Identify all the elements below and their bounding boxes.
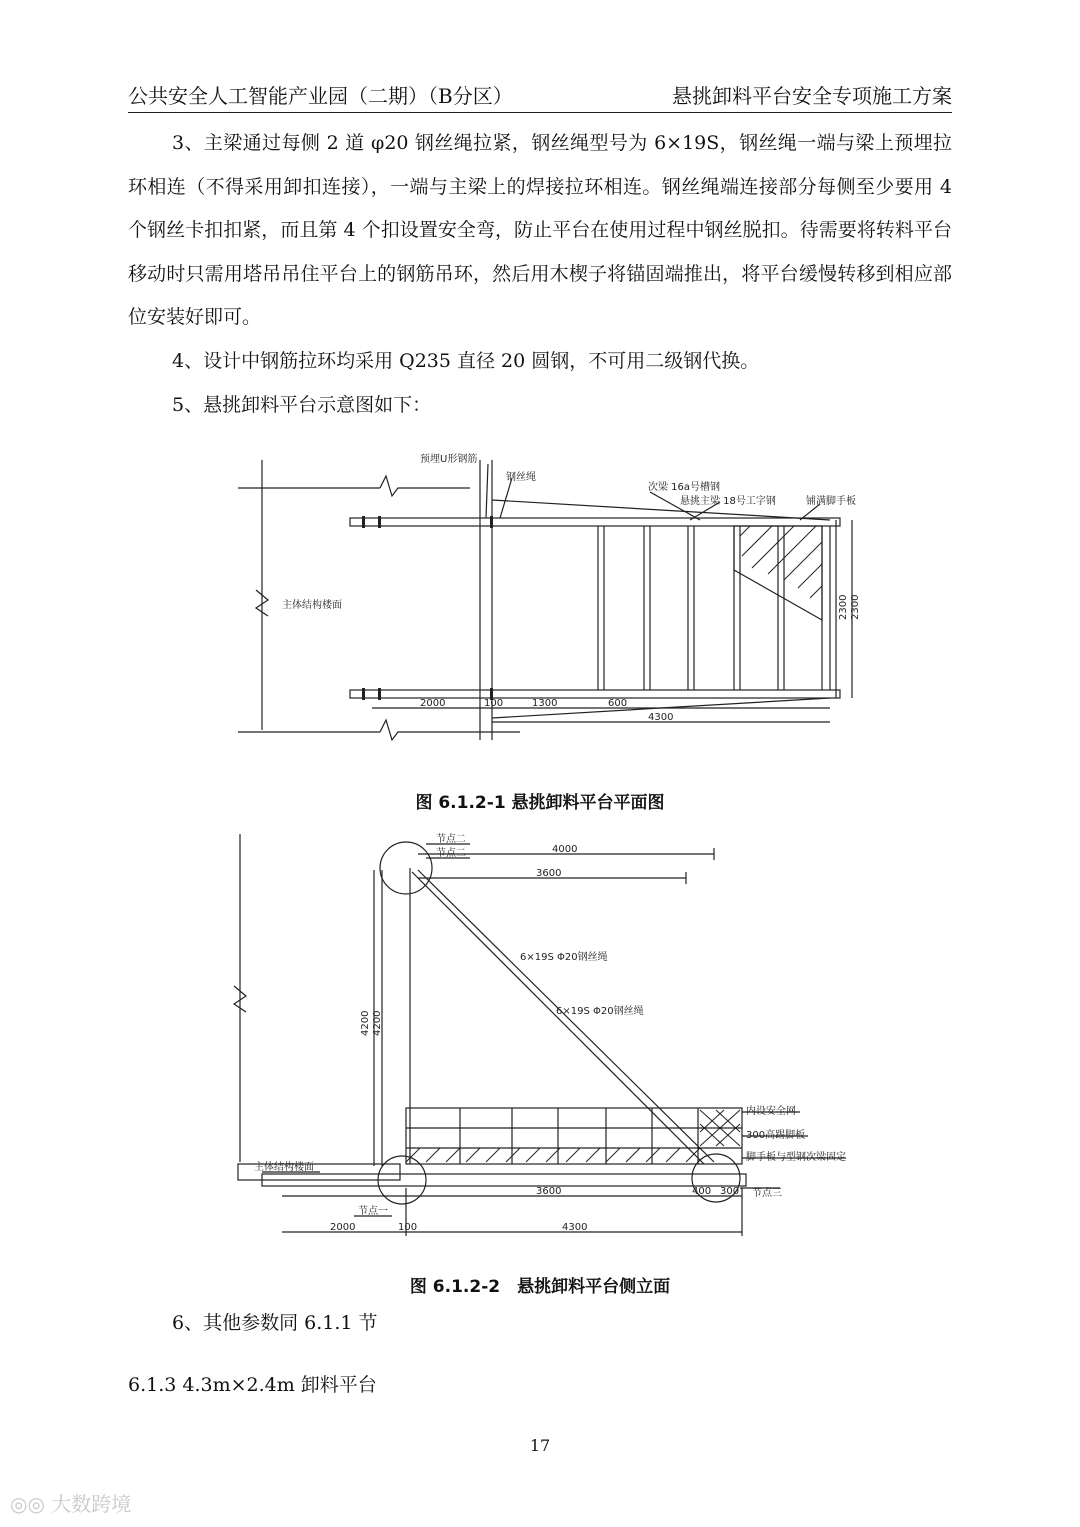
dim-4200-b: 4200 — [372, 1010, 383, 1036]
label-scaffold: 铺满脚手板 — [806, 496, 856, 507]
header-right: 悬挑卸料平台安全专项施工方案 — [672, 84, 952, 108]
figure-side-elevation — [0, 826, 1080, 1266]
dim-400: 400 — [692, 1186, 712, 1197]
figure2-caption: 图 6.1.2-2 悬挑卸料平台侧立面 — [409, 1277, 671, 1297]
label-node2-b: 节点二 — [436, 848, 466, 859]
dim-4300: 4300 — [648, 712, 674, 723]
paragraph-6-block — [128, 1302, 952, 1346]
label-rope-2: 6×19S Φ20钢丝绳 — [556, 1006, 644, 1017]
label-rope: 钢丝绳 — [506, 472, 536, 483]
paragraph-6: 6、其他参数同 6.1.1 节 — [172, 1312, 378, 1334]
dim-2300-a: 2300 — [838, 594, 849, 620]
label-node1: 节点一 — [358, 1206, 388, 1217]
dim-3600-top: 3600 — [536, 868, 562, 879]
header-rule — [128, 112, 952, 113]
paragraph-3: 3、主梁通过每侧 2 道 φ20 钢丝绳拉紧，钢丝绳型号为 6×19S，钢丝绳一端与梁上预埋拉环相连（不得采用卸扣连接），一端与主梁上的焊接拉环相连。钢丝绳端连接部分每侧至少要用 4 个钢丝卡扣扣紧，而且第 4 个扣设置安全弯，防止平台在使用过程中钢丝脱扣。待需要将转料平台移动时只需用塔吊吊住平台上的钢筋吊环，然后用木楔子将锚固端推出，将平台缓慢转移到相应部位安装好即可。 — [128, 132, 952, 329]
label-toe-board: 300高踢脚板 — [746, 1130, 806, 1141]
watermark — [10, 1488, 131, 1517]
dim-2000: 2000 — [330, 1222, 356, 1233]
page-number: 17 — [529, 1436, 551, 1455]
dim-4000: 4000 — [552, 844, 578, 855]
label-net: 内设安全网 — [746, 1106, 796, 1117]
watermark-logo-icon: ◎◎ — [10, 1492, 52, 1516]
dim-3600-bottom: 3600 — [536, 1186, 562, 1197]
dim-600: 600 — [608, 698, 628, 709]
dim-4300: 4300 — [562, 1222, 588, 1233]
figure1-caption: 图 6.1.2-1 悬挑卸料平台平面图 — [415, 793, 665, 813]
section-heading: 6.1.3 4.3m×2.4m 卸料平台 — [128, 1374, 377, 1396]
label-node2-a: 节点二 — [436, 834, 466, 845]
dim-2000: 2000 — [420, 698, 446, 709]
body-text — [128, 122, 952, 427]
dim-2300-b: 2300 — [850, 594, 861, 620]
label-floor: 主体结构楼面 — [282, 600, 342, 611]
label-fix: 脚手板与型钢次梁固定 — [746, 1152, 846, 1163]
label-node3: 节点三 — [752, 1188, 782, 1199]
dim-4200-a: 4200 — [360, 1010, 371, 1036]
dim-100: 100 — [484, 698, 504, 709]
figure-plan-view — [0, 440, 1080, 770]
header-left: 公共安全人工智能产业园（二期）（B分区） — [128, 84, 513, 108]
label-main-beam: 悬挑主梁 18号工字钢 — [680, 496, 776, 507]
paragraph-5: 5、悬挑卸料平台示意图如下： — [172, 393, 432, 416]
label-rope-1: 6×19S Φ20钢丝绳 — [520, 952, 608, 963]
dim-1300: 1300 — [532, 698, 558, 709]
hatch-lines — [740, 526, 822, 598]
watermark-text: 大数跨境 — [51, 1492, 132, 1516]
label-secondary-beam: 次梁 16a号槽钢 — [648, 482, 721, 493]
dim-100: 100 — [398, 1222, 418, 1233]
dim-300: 300 — [720, 1186, 740, 1197]
label-embedded: 预埋U形钢筋 — [420, 454, 478, 465]
label-floor: 主体结构楼面 — [254, 1162, 314, 1173]
paragraph-4: 4、设计中钢筋拉环均采用 Q235 直径 20 圆钢，不可用二级钢代换。 — [172, 349, 760, 372]
